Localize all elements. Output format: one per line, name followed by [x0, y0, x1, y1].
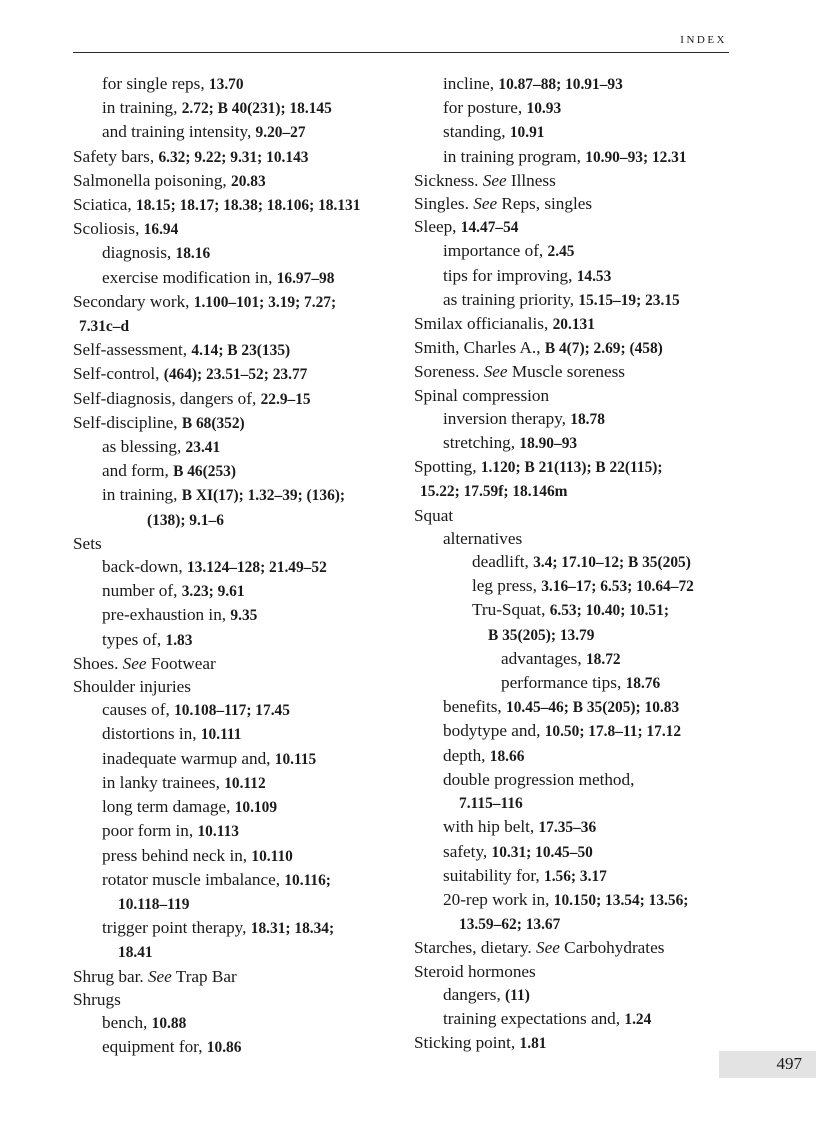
index-entry [414, 936, 734, 959]
see-reference: See [536, 938, 560, 958]
entry-term: Sets [73, 533, 102, 553]
page-references: 10.118–119 [118, 895, 190, 913]
see-target: Carbohydrates [559, 938, 665, 958]
page-references: 10.150; 13.54; 13.56; [553, 891, 689, 909]
index-entry [414, 455, 734, 479]
page-references: 22.9–15 [260, 390, 311, 408]
index-entry [414, 192, 734, 215]
entry-term: Sickness. [414, 170, 483, 190]
index-entry [414, 72, 734, 96]
index-entry [414, 96, 734, 120]
page-references: 6.32; 9.22; 9.31; 10.143 [158, 148, 309, 166]
page-references: 10.31; 10.45–50 [491, 843, 593, 861]
index-entry [73, 362, 408, 386]
index-entry [414, 1031, 734, 1055]
entry-term: incline, [443, 74, 499, 93]
index-entry [73, 892, 408, 916]
entry-term: tips for improving, [443, 265, 577, 285]
entry-term: as training priority, [443, 289, 579, 309]
page-references: (11) [505, 986, 530, 1004]
index-entry [73, 459, 408, 483]
entry-term: performance tips, [501, 673, 626, 693]
page-references: 10.111 [200, 726, 242, 744]
entry-term: inversion therapy, [443, 408, 571, 428]
index-entry [73, 1035, 408, 1059]
page-references: 10.93 [526, 100, 562, 118]
index-entry [73, 387, 408, 411]
page-references: 20.83 [231, 172, 266, 190]
index-entry [414, 145, 734, 169]
page-references: 10.116; [284, 871, 331, 889]
entry-term: Shoes. [73, 653, 123, 673]
index-entry [73, 628, 408, 652]
entry-term: leg press, [472, 576, 542, 596]
index-column-right [414, 72, 734, 1055]
index-entry [414, 888, 734, 912]
index-entry [73, 169, 408, 193]
index-entry [414, 840, 734, 864]
entry-term: and form, [102, 461, 174, 481]
entry-term: Squat [414, 505, 454, 525]
page-references: 10.91 [509, 124, 545, 142]
page-number-tab [719, 1051, 816, 1078]
page-references: 16.94 [143, 221, 179, 239]
entry-term: Singles. [414, 194, 474, 214]
index-entry [73, 675, 408, 698]
see-target: Illness [506, 170, 556, 190]
page-references: 10.108–117; 17.45 [174, 702, 290, 720]
index-column-left [73, 72, 408, 1059]
index-entry [73, 698, 408, 722]
entry-term: pre-exhaustion in, [102, 605, 231, 625]
page-references: B 68(352) [181, 414, 245, 432]
page-references: 2.45 [547, 243, 575, 261]
index-entry [73, 1011, 408, 1035]
page-references: 6.53; 10.40; 10.51; [549, 602, 669, 620]
entry-term: in training program, [443, 146, 586, 166]
entry-term: Secondary work, [73, 291, 194, 311]
page-references: 18.31; 18.34; [250, 920, 335, 938]
entry-term: in lanky trainees, [102, 772, 225, 792]
page-references: 18.78 [570, 410, 605, 428]
page-references: 7.31c–d [79, 318, 130, 336]
index-entry [73, 145, 408, 169]
entry-term: long term damage, [102, 797, 235, 817]
index-entry [414, 815, 734, 839]
entry-term: bodytype and, [443, 721, 545, 741]
page-references: 1.56; 3.17 [544, 867, 607, 885]
see-target: Trap Bar [171, 966, 237, 986]
index-entry [414, 983, 734, 1007]
index-entry [414, 239, 734, 263]
page-references: 10.90–93; 12.31 [585, 148, 687, 166]
page-references: 10.45–46; B 35(205); 10.83 [506, 699, 680, 717]
entry-term: Self-discipline, [73, 412, 182, 432]
index-entry [414, 215, 734, 239]
index-entry [73, 844, 408, 868]
entry-term: equipment for, [102, 1037, 207, 1057]
index-entry [73, 916, 408, 940]
page-references: 13.124–128; 21.49–52 [186, 559, 327, 577]
page-references: 10.86 [206, 1039, 242, 1057]
page-references: 10.110 [251, 847, 293, 865]
see-target: Muscle soreness [507, 362, 625, 382]
index-entry [73, 435, 408, 459]
entry-term: number of, [102, 581, 182, 601]
entry-term: as blessing, [102, 437, 186, 457]
entry-term: Steroid hormones [414, 961, 536, 981]
page-references: 3.4; 17.10–12; B 35(205) [533, 554, 691, 572]
index-entry [73, 266, 408, 290]
entry-term: in training, [102, 98, 182, 118]
index-entry [414, 744, 734, 768]
index-entry [414, 1007, 734, 1031]
entry-term: suitability for, [443, 865, 544, 885]
page-references: 15.22; 17.59f; 18.146m [420, 483, 568, 501]
index-entry [414, 719, 734, 743]
index-entry [73, 411, 408, 435]
entry-term: Shrugs [73, 989, 121, 1009]
page-references: 13.70 [208, 76, 244, 93]
entry-term: poor form in, [102, 821, 198, 841]
index-entry [414, 504, 734, 527]
index-entry [73, 193, 408, 217]
index-entry [73, 120, 408, 144]
page-references: 1.100–101; 3.19; 7.27; [193, 293, 337, 311]
page-references: 10.112 [224, 774, 266, 792]
page-references: 18.16 [175, 245, 211, 263]
entry-term: Smilax officianalis, [414, 314, 553, 334]
index-entry [414, 384, 734, 407]
entry-term: exercise modification in, [102, 267, 277, 287]
index-entry [414, 647, 734, 671]
entry-term: Self-assessment, [73, 340, 192, 360]
index-entry [414, 912, 734, 936]
index-entry [73, 555, 408, 579]
index-entry [414, 671, 734, 695]
index-entry [73, 508, 408, 532]
index-entry [73, 652, 408, 675]
page-references: (464); 23.51–52; 23.77 [163, 366, 308, 384]
see-reference: See [122, 653, 147, 673]
page-references: 10.115 [274, 750, 317, 768]
page-references: 18.66 [489, 747, 525, 765]
page-references: 10.113 [197, 823, 239, 841]
page-references: 9.20–27 [255, 124, 306, 142]
entry-term: safety, [443, 841, 492, 861]
entry-term: bench, [102, 1012, 152, 1032]
entry-term: rotator muscle imbalance, [102, 869, 285, 889]
entry-term: diagnosis, [102, 243, 176, 263]
entry-term: distortions in, [102, 724, 201, 744]
page-references: 9.35 [230, 607, 258, 625]
entry-term: for posture, [443, 98, 527, 118]
index-entry [73, 988, 408, 1011]
entry-term: inadequate warmup and, [102, 748, 275, 768]
entry-term: Spinal compression [414, 385, 550, 405]
page-references: 18.72 [585, 650, 621, 668]
entry-term: Sleep, [414, 217, 461, 237]
index-entry [73, 819, 408, 843]
entry-term: with hip belt, [443, 817, 539, 837]
index-entry [73, 290, 408, 314]
page-header [73, 34, 729, 53]
entry-term: standing, [443, 122, 510, 142]
index-entry [73, 314, 408, 338]
page-references: 10.109 [234, 799, 278, 817]
entry-term: for single reps, [102, 74, 209, 93]
page-references: 17.35–36 [538, 819, 597, 837]
index-entry [414, 695, 734, 719]
page-references: 7.115–116 [459, 795, 523, 813]
index-entry [414, 288, 734, 312]
entry-term: Starches, dietary. [414, 938, 537, 958]
page-references: 1.24 [624, 1010, 652, 1028]
index-entry [73, 483, 408, 507]
see-reference: See [483, 362, 508, 382]
index-entry [414, 336, 734, 360]
index-entry [414, 169, 734, 192]
index-entry [73, 771, 408, 795]
index-entry [414, 120, 734, 144]
entry-term: Scoliosis, [73, 219, 144, 239]
entry-term: importance of, [443, 241, 548, 261]
index-entry [73, 72, 408, 96]
index-entry [414, 791, 734, 815]
entry-term: Shrug bar. [73, 966, 148, 986]
index-entry [414, 623, 734, 647]
entry-term: press behind neck in, [102, 845, 252, 865]
entry-term: benefits, [443, 697, 507, 717]
page-references: 20.131 [552, 316, 595, 334]
page-references: 18.76 [625, 675, 661, 693]
page-references: 1.81 [519, 1035, 547, 1053]
entry-term: Tru-Squat, [472, 600, 550, 620]
page-references: 1.83 [165, 631, 193, 649]
index-entry [414, 479, 734, 503]
page-references: 18.15; 18.17; 18.38; 18.106; 18.131 [136, 197, 361, 215]
page-references: B 4(7); 2.69; (458) [544, 340, 663, 358]
index-entry [414, 768, 734, 791]
entry-term: deadlift, [472, 552, 534, 572]
entry-term: causes of, [102, 700, 175, 720]
running-head: INDEX [680, 34, 727, 46]
entry-term: alternatives [443, 528, 523, 548]
index-entry [414, 960, 734, 983]
entry-term: Sticking point, [414, 1033, 520, 1053]
page-references: 15.15–19; 23.15 [578, 291, 680, 309]
entry-term: dangers, [443, 984, 506, 1004]
page-references: 16.97–98 [276, 269, 335, 287]
entry-term: Salmonella poisoning, [73, 170, 232, 190]
entry-term: training expectations and, [443, 1008, 625, 1028]
page-references: 1.120; B 21(113); B 22(115); [480, 459, 663, 477]
entry-term: and training intensity, [102, 122, 256, 142]
see-reference: See [482, 170, 507, 190]
page-references: 23.41 [185, 439, 221, 457]
index-entry [73, 795, 408, 819]
page-references: B XI(17); 1.32–39; (136); [181, 487, 346, 505]
index-entry [414, 407, 734, 431]
page-references: 10.50; 17.8–11; 17.12 [544, 723, 682, 741]
entry-term: types of, [102, 629, 166, 649]
index-entry [414, 431, 734, 455]
entry-term: Self-control, [73, 364, 164, 384]
page-references: 3.16–17; 6.53; 10.64–72 [541, 578, 694, 596]
entry-term: Sciatica, [73, 195, 136, 215]
entry-term: Spotting, [414, 457, 481, 477]
index-entry [73, 532, 408, 555]
entry-term: double progression method, [443, 769, 635, 789]
page-references: 10.87–88; 10.91–93 [498, 76, 623, 93]
index-entry [73, 217, 408, 241]
page-references: (138); 9.1–6 [147, 511, 224, 529]
entry-term: trigger point therapy, [102, 918, 251, 938]
index-entry [73, 96, 408, 120]
entry-term: stretching, [443, 433, 520, 453]
entry-term: in training, [102, 485, 182, 505]
index-entry [414, 574, 734, 598]
page-references: 14.47–54 [460, 219, 519, 237]
index-entry [414, 312, 734, 336]
index-entry [73, 722, 408, 746]
entry-term: back-down, [102, 557, 187, 577]
index-entry [414, 598, 734, 622]
page-references: 10.88 [151, 1014, 187, 1032]
index-entry [414, 264, 734, 288]
entry-term: Soreness. [414, 362, 484, 382]
page-references: 2.72; B 40(231); 18.145 [181, 100, 332, 118]
see-reference: See [147, 966, 172, 986]
page-references: B 46(253) [173, 463, 236, 481]
page-references: 18.41 [118, 944, 153, 962]
index-entry [73, 868, 408, 892]
index-entry [414, 360, 734, 383]
entry-term: advantages, [501, 648, 586, 668]
index-entry [73, 747, 408, 771]
entry-term: Shoulder injuries [73, 677, 191, 697]
entry-term: Safety bars, [73, 146, 159, 166]
see-target: Reps, singles [497, 194, 593, 214]
entry-term: Self-diagnosis, dangers of, [73, 388, 261, 408]
page-references: 18.90–93 [519, 435, 578, 453]
index-entry [73, 241, 408, 265]
page-references: 4.14; B 23(135) [191, 342, 291, 360]
index-entry [73, 965, 408, 988]
page-number: 497 [776, 1054, 802, 1073]
index-entry [73, 579, 408, 603]
page-references: B 35(205); 13.79 [488, 626, 595, 644]
see-reference: See [473, 194, 498, 214]
entry-term: Smith, Charles A., [414, 338, 545, 358]
entry-term: 20-rep work in, [443, 889, 554, 909]
entry-term: depth, [443, 745, 490, 765]
page-references: 3.23; 9.61 [181, 583, 245, 601]
index-entry [414, 550, 734, 574]
index-entry [414, 527, 734, 550]
index-entry [73, 338, 408, 362]
index-entry [73, 603, 408, 627]
page-references: 14.53 [576, 267, 612, 285]
index-entry [73, 940, 408, 964]
index-entry [414, 864, 734, 888]
see-target: Footwear [146, 653, 216, 673]
page-references: 13.59–62; 13.67 [459, 916, 561, 934]
